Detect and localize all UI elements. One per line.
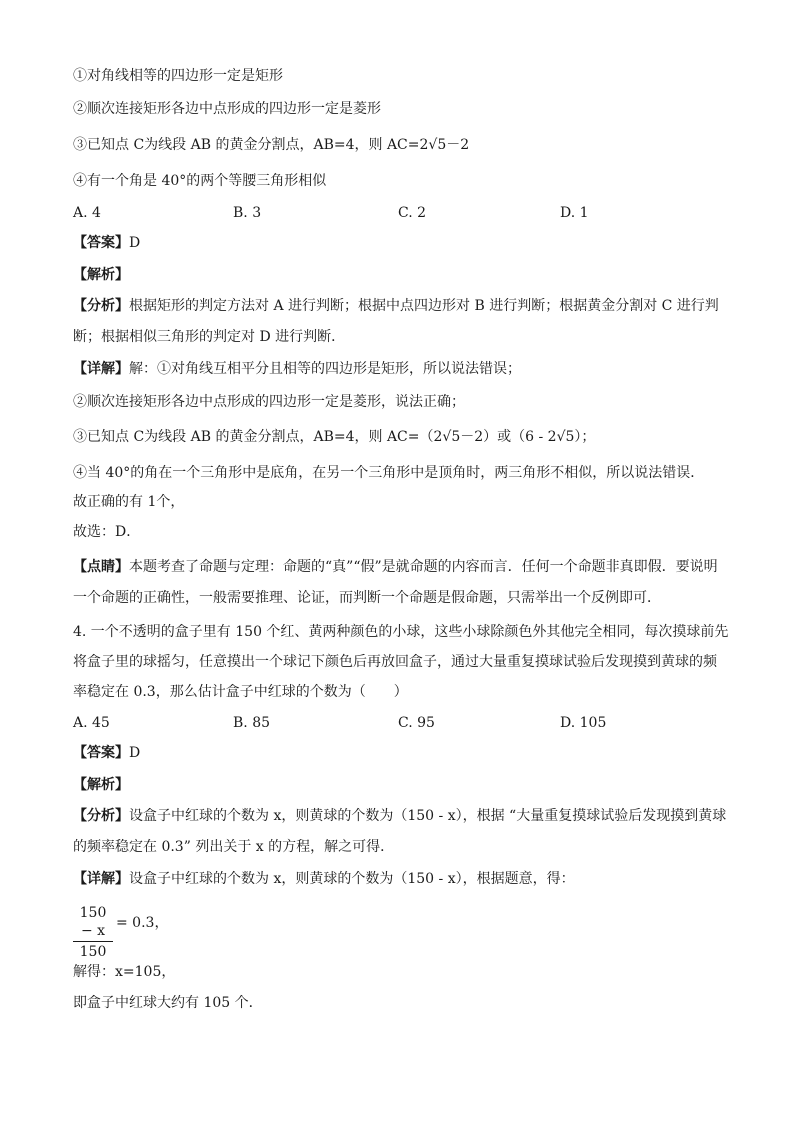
q4-conclusion-line: 即盒子中红球大约有 105 个．	[73, 995, 263, 1011]
xiangjie-line-3: ③已知点 C为线段 AB 的黄金分割点，AB=4，则 AC=（2√5－2）或（6 - 2√5）；	[73, 429, 596, 445]
xiangjie-line-6: 故选：D．	[73, 524, 141, 540]
fraction-equation	[73, 904, 113, 961]
q4-analysis-label: 【解析】	[73, 777, 129, 793]
q4-stem-3: 率稳定在 0.3，那么估计盒子中红球的个数为（ ）	[73, 684, 408, 700]
analysis-label: 【解析】	[73, 267, 129, 283]
q4-answer-line	[73, 743, 140, 763]
xiangjie-line-1	[73, 359, 521, 379]
statement-3: ③已知点 C为线段 AB 的黄金分割点，AB=4，则 AC=2√5－2	[73, 137, 470, 153]
fraction-numerator: 150 − x	[73, 904, 113, 942]
q4-xiangjie-line-1	[73, 869, 575, 889]
q4-fenxi-line-1	[73, 806, 726, 826]
fenxi-tag: 【分析】	[73, 298, 129, 314]
option-c: C. 2	[398, 205, 427, 221]
option-d: D. 1	[560, 205, 589, 221]
dianjing-line-1	[73, 557, 718, 577]
dianjing-tag: 【点睛】	[73, 559, 129, 575]
statement-4: ④有一个角是 40°的两个等腰三角形相似	[73, 173, 327, 189]
q4-option-b: B. 85	[233, 715, 271, 731]
q4-option-a: A. 45	[73, 715, 110, 731]
option-b: B. 3	[233, 205, 262, 221]
fenxi-line-2: 断；根据相似三角形的判定对 D 进行判断．	[73, 329, 346, 345]
q4-answer-value: D	[129, 745, 141, 761]
xiangjie-text-1: 解：①对角线互相平分且相等的四边形是矩形，所以说法错误；	[129, 361, 521, 377]
q4-stem-1: 4. 一个不透明的盒子里有 150 个红、黄两种颜色的小球，这些小球除颜色外其他完全相同，每次摸球前先	[73, 624, 729, 640]
q4-answer-tag: 【答案】	[73, 745, 129, 761]
q4-analysis-tag	[73, 775, 129, 795]
fraction-result: = 0.3，	[116, 915, 169, 931]
q4-option-d: D. 105	[560, 715, 607, 731]
statement-2: ②顺次连接矩形各边中点形成的四边形一定是菱形	[73, 101, 381, 117]
q4-xiangjie-tag: 【详解】	[73, 871, 129, 887]
fenxi-line-1	[73, 296, 719, 316]
answer-line	[73, 233, 140, 253]
fenxi-text-1: 根据矩形的判定方法对 A 进行判断；根据中点四边形对 B 进行判断；根据黄金分割对 C 进行判	[129, 298, 719, 314]
statement-1: ①对角线相等的四边形一定是矩形	[73, 68, 283, 84]
xiangjie-line-5: 故正确的有 1个，	[73, 494, 185, 510]
fraction-denominator: 150	[79, 944, 107, 960]
dianjing-text-1: 本题考查了命题与定理：命题的“真”“假”是就命题的内容而言．任何一个命题非真即假．要说明	[129, 559, 718, 575]
q4-xiangjie-text-1: 设盒子中红球的个数为 x，则黄球的个数为（150 - x），根据题意，得：	[129, 871, 575, 887]
xiangjie-tag: 【详解】	[73, 361, 129, 377]
xiangjie-line-4: ④当 40°的角在一个三角形中是底角，在另一个三角形中是顶角时，两三角形不相似，所以说法错误．	[73, 465, 705, 481]
q4-fenxi-tag: 【分析】	[73, 808, 129, 824]
q4-stem-2: 将盒子里的球摇匀，任意摸出一个球记下颜色后再放回盒子，通过大量重复摸球试验后发现摸到黄球的频	[73, 654, 717, 670]
option-a: A. 4	[73, 205, 101, 221]
answer-tag: 【答案】	[73, 235, 129, 251]
q4-option-c: C. 95	[398, 715, 435, 731]
q4-fenxi-text-1: 设盒子中红球的个数为 x，则黄球的个数为（150 - x），根据 “大量重复摸球试验后发现摸到黄球	[129, 808, 727, 824]
analysis-tag	[73, 265, 129, 285]
q4-solve-line: 解得：x=105，	[73, 964, 176, 980]
xiangjie-line-2: ②顺次连接矩形各边中点形成的四边形一定是菱形，说法正确；	[73, 394, 465, 410]
dianjing-line-2: 一个命题的正确性，一般需要推理、论证，而判断一个命题是假命题，只需举出一个反例即可．	[73, 590, 661, 606]
answer-value: D	[129, 235, 141, 251]
q4-fenxi-line-2: 的频率稳定在 0.3” 列出关于 x 的方程，解之可得．	[73, 839, 395, 855]
